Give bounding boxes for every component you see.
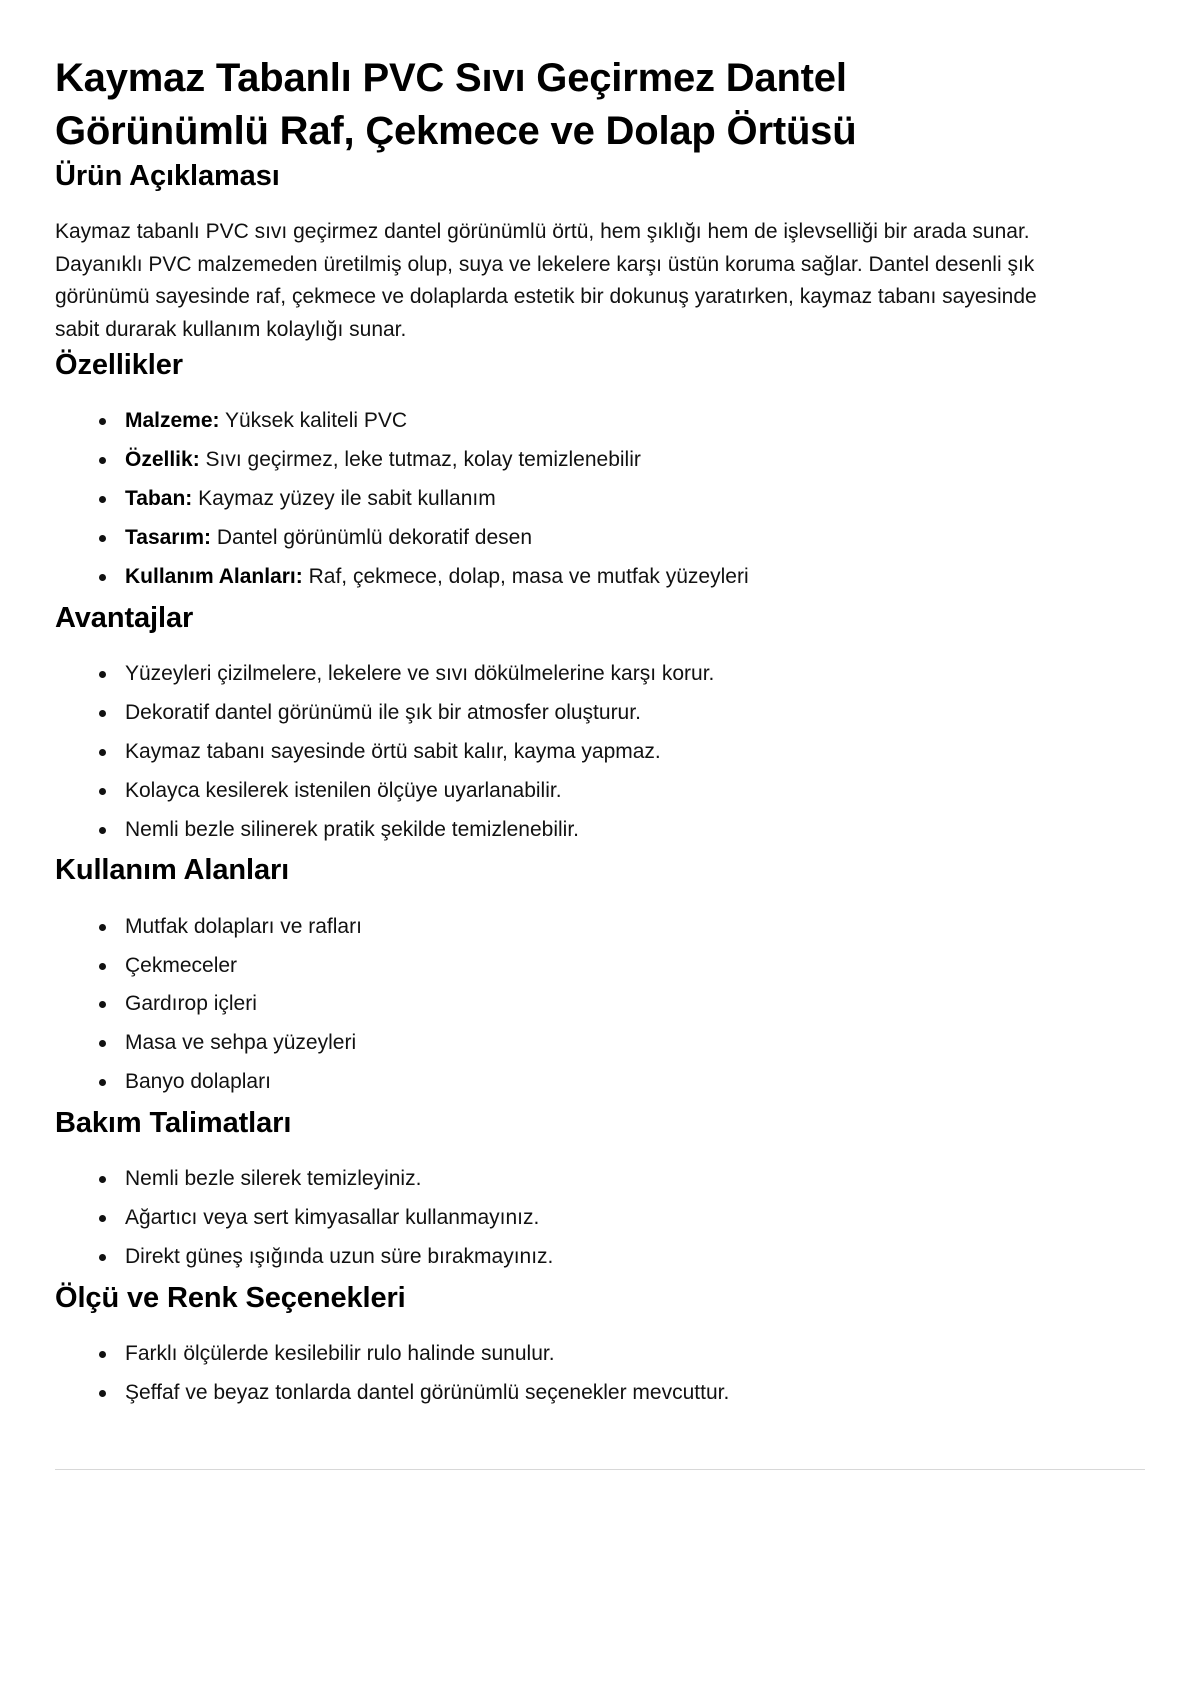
list-item xyxy=(97,522,1145,554)
list-item xyxy=(97,1163,1145,1195)
list-item xyxy=(97,1241,1145,1273)
list-item xyxy=(97,1338,1145,1370)
list-item xyxy=(97,1377,1145,1409)
list-item-text: Banyo dolapları xyxy=(125,1070,271,1094)
list-item xyxy=(97,1066,1145,1098)
list-item-text: Direkt güneş ışığında uzun süre bırakmayınız. xyxy=(125,1245,554,1269)
section-heading-olcu-ve-renk-secenekleri: Ölçü ve Renk Seçenekleri xyxy=(55,1282,406,1315)
section-heading-kullanim-alanlari: Kullanım Alanları xyxy=(55,854,290,887)
list-ozellikler xyxy=(55,405,1145,593)
list-item-text: Kolayca kesilerek istenilen ölçüye uyarlanabilir. xyxy=(125,778,562,802)
list-item-text: Nemli bezle silerek temizleyiniz. xyxy=(125,1167,422,1191)
list-item-label: Malzeme: xyxy=(125,409,220,433)
list-item-label: Taban: xyxy=(125,486,193,510)
list-item xyxy=(97,988,1145,1020)
page-bottom-spacer xyxy=(55,1470,1145,1545)
list-bakim-talimatlari xyxy=(55,1163,1145,1273)
list-item-text: Farklı ölçülerde kesilebilir rulo halinde sunulur. xyxy=(125,1342,555,1366)
list-item-text: Şeffaf ve beyaz tonlarda dantel görünümlü seçenekler mevcuttur. xyxy=(125,1381,730,1405)
list-item xyxy=(97,444,1145,476)
list-kullanim-alanlari xyxy=(55,911,1145,1099)
list-item xyxy=(97,1202,1145,1234)
section-heading-avantajlar: Avantajlar xyxy=(55,601,194,634)
list-item-label: Özellik: xyxy=(125,448,200,471)
list-item xyxy=(97,561,1145,593)
list-item-label: Tasarım: xyxy=(125,525,211,549)
section-heading-urun-aciklamasi: Ürün Açıklaması xyxy=(55,159,280,192)
list-item xyxy=(97,736,1145,768)
list-item-label: Kullanım Alanları: xyxy=(125,564,303,588)
list-item-text: Yüksek kaliteli PVC xyxy=(219,409,408,433)
list-item xyxy=(97,775,1145,807)
list-item-text: Dekoratif dantel görünümü ile şık bir atmosfer oluşturur. xyxy=(125,700,641,724)
list-item xyxy=(97,950,1145,982)
list-item-text: Dantel görünümlü dekoratif desen xyxy=(210,525,533,549)
list-item xyxy=(97,814,1145,846)
list-item-text: Masa ve sehpa yüzeyleri xyxy=(125,1031,357,1055)
list-item-text: Kaymaz tabanı sayesinde örtü sabit kalır, kayma yapmaz. xyxy=(125,739,661,763)
list-item-text: Sıvı geçirmez, leke tutmaz, kolay temizlenebilir xyxy=(199,448,641,471)
list-item-text: Çekmeceler xyxy=(125,953,238,977)
list-item-text: Nemli bezle silinerek pratik şekilde temizlenebilir. xyxy=(125,817,580,841)
list-item xyxy=(97,405,1145,437)
list-item-text: Gardırop içleri xyxy=(125,992,257,1016)
list-item-text: Yüzeyleri çizilmelere, lekelere ve sıvı dökülmelerine karşı korur. xyxy=(125,661,715,685)
section-heading-bakim-talimatlari: Bakım Talimatları xyxy=(55,1107,292,1140)
list-olcu-ve-renk-secenekleri xyxy=(55,1338,1145,1409)
list-item xyxy=(97,658,1145,690)
section-heading-ozellikler: Özellikler xyxy=(55,348,183,381)
section-paragraph-urun-aciklamasi: Kaymaz tabanlı PVC sıvı geçirmez dantel görünümlü örtü, hem şıklığı hem de işlevselliği bir arada sunar. Dayanıklı PVC malzemeden üretilmiş olup, suya ve lekelere karşı üstün koruma sağlar. Dantel desenli şık görünümü sayesinde raf, çekmece ve dolaplarda estetik bir dokunuş yaratırken, kaymaz tabanı sayesinde sabit durarak kullanım kolaylığı sunar. xyxy=(55,219,1037,342)
list-item-text: Kaymaz yüzey ile sabit kullanım xyxy=(192,486,496,510)
list-item-text: Mutfak dolapları ve rafları xyxy=(125,914,362,938)
list-item xyxy=(97,1027,1145,1059)
list-item-text: Ağartıcı veya sert kimyasallar kullanmayınız. xyxy=(125,1206,540,1230)
page-title: Kaymaz Tabanlı PVC Sıvı Geçirmez Dantel Görünümlü Raf, Çekmece ve Dolap Örtüsü xyxy=(55,56,857,153)
list-avantajlar xyxy=(55,658,1145,846)
list-item xyxy=(97,697,1145,729)
list-item-text: Raf, çekmece, dolap, masa ve mutfak yüzeyleri xyxy=(302,564,749,588)
list-item xyxy=(97,483,1145,515)
list-item xyxy=(97,911,1145,943)
